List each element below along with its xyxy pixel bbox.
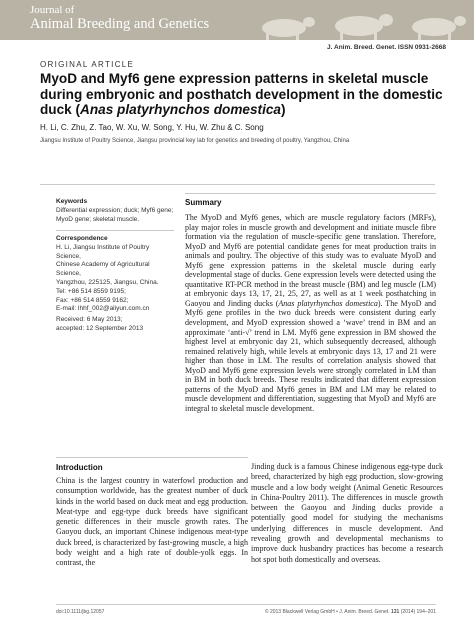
article-type: ORIGINAL ARTICLE bbox=[40, 60, 135, 69]
correspondence-line: Tel: +86 514 8559 9195; bbox=[56, 287, 126, 295]
title-line-3-start: duck ( bbox=[40, 102, 81, 118]
cattle-illustration bbox=[224, 0, 474, 40]
keywords-text: Differential expression; duck; Myf6 gene; MyoD gene; skeletal muscle. bbox=[56, 206, 174, 223]
footer-pages: (2014) 194–201 bbox=[400, 609, 436, 615]
accepted-date: accepted: 12 September 2013 bbox=[56, 324, 144, 332]
title-line-2: during embryonic and posthatch development in the domestic bbox=[40, 86, 443, 102]
keywords-heading: Keywords bbox=[56, 198, 88, 205]
author-list: H. Li, C. Zhu, Z. Tao, W. Xu, W. Song, Y. Hu, W. Zhu & C. Song bbox=[40, 123, 264, 132]
correspondence-email: E-mail: lhhf_002@aliyun.com.cn bbox=[56, 305, 150, 313]
dates-block bbox=[56, 316, 174, 334]
journal-title-line1: Journal of bbox=[30, 4, 75, 16]
journal-banner bbox=[0, 0, 474, 40]
footer-doi: doi:10.1111/jbg.12057 bbox=[56, 609, 105, 615]
journal-citation: J. Anim. Breed. Genet. ISSN 0931-2668 bbox=[327, 44, 446, 51]
sidebar-divider bbox=[56, 230, 174, 231]
correspondence-line: Fax: +86 514 8559 9162; bbox=[56, 296, 129, 304]
keywords-block bbox=[56, 198, 174, 224]
footer-volume: 131 bbox=[390, 609, 400, 615]
summary-part-1: The MyoD and Myf6 genes, which are muscle regulatory factors (MRFs), play major roles in muscle growth and development and initiate muscle fibre formation via the regulation of muscle-specific gene translation. Therefore, MyoD and Myf6 are potential candidate genes for meat production traits in animals and poultry. The objective of this study was to evaluate MyoD and Myf6 gene expression patterns in the skeletal muscle during early developmental stage of ducks. Gene expression levels were detected using the quantitative RT-PCR method in the breast muscle (BM) and leg muscle (LM) at embryonic days 13, 17, 21, 25, 27, as well as at 1 week posthatching in Gaoyou and Jinding ducks ( bbox=[185, 213, 436, 308]
journal-title-line2: Animal Breeding and Genetics bbox=[30, 16, 210, 32]
introduction-right-column: Jinding duck is a famous Chinese indigenous egg-type duck breed, characterized by high egg production, slow-growing muscle and a low body weight (Animal Genetic Resources in China-Poultry 2011). The differences in muscle growth between the Gaoyou and Jinding ducks provide a potentially good model for studying the mechanisms underlying differences in muscle development. And revealing growth and developmental mechanisms to improve duck husbandry practices has become a research hot spot both domestically and overseas. bbox=[251, 462, 443, 564]
affiliation: Jiangsu Institute of Poultry Science, Jiangsu provincial key lab for genetics and breeding of poultry, Yangzhou, China bbox=[40, 138, 350, 144]
correspondence-line: H. Li, Jiangsu Institute of Poultry Science, bbox=[56, 243, 150, 260]
footer-citation bbox=[265, 609, 436, 615]
correspondence-block bbox=[56, 235, 174, 314]
title-species: Anas platyrhynchos domestica bbox=[80, 102, 281, 118]
summary-heading: Summary bbox=[185, 198, 222, 207]
summary-text bbox=[185, 213, 436, 413]
summary-part-2: ). The MyoD and Myf6 gene profiles in the two duck breeds were consistent during early development, and MyoD expression showed a ‘wave’ trend in BM and an approximate ‘anti-√’ trend in LM. Myf6 gene expression in BM showed the highest level at embryonic day 21, which subsequently decreased, although remained relatively high, while levels at embryonic days 13, 17 and 21 were higher than those in LM. The results of correlation analysis showed that MyoD and Myf6 gene expression levels were strongly correlated in LM than in BM in both duck breeds. These results indicated that different expression patterns of the MyoD and Myf6 genes in BM and LM may be related to muscle development and differentiation, suggesting that MyoD and Myf6 are integral to skeletal muscle development. bbox=[185, 298, 437, 413]
introduction-left-column: China is the largest country in waterfowl production and consumption worldwide, has the greatest number of duck kinds in the world based on duck meat and egg production. Meat-type and egg-type duck breeds have significant genetic differences in their muscle growth rates. The Gaoyou duck, an important Chinese indigenous meat-type duck breed, is characterized by fast-growing muscle, a high body weight and a high rate of double-yolk eggs. In contrast, the bbox=[56, 476, 248, 568]
correspondence-line: Chinese Academy of Agricultural Science, bbox=[56, 261, 150, 278]
title-line-1: MyoD and Myf6 gene expression patterns in skeletal muscle bbox=[40, 71, 429, 86]
title-line-3-end: ) bbox=[280, 102, 286, 118]
journal-title bbox=[30, 5, 209, 32]
summary-species: Anas platyrhynchos domestica bbox=[278, 298, 378, 308]
correspondence-heading: Correspondence bbox=[56, 235, 108, 242]
footer-divider bbox=[56, 604, 436, 605]
footer-copyright: © 2013 Blackwell Verlag GmbH • J. Anim. Breed. Genet. bbox=[264, 609, 390, 615]
summary-divider bbox=[185, 193, 436, 194]
divider-top bbox=[40, 184, 435, 185]
intro-divider bbox=[56, 457, 248, 458]
correspondence-line: Yangzhou, 225125, Jiangsu, China. bbox=[56, 278, 159, 286]
received-date: Received: 6 May 2013; bbox=[56, 316, 123, 323]
article-title bbox=[40, 71, 450, 118]
introduction-heading: Introduction bbox=[56, 463, 103, 472]
